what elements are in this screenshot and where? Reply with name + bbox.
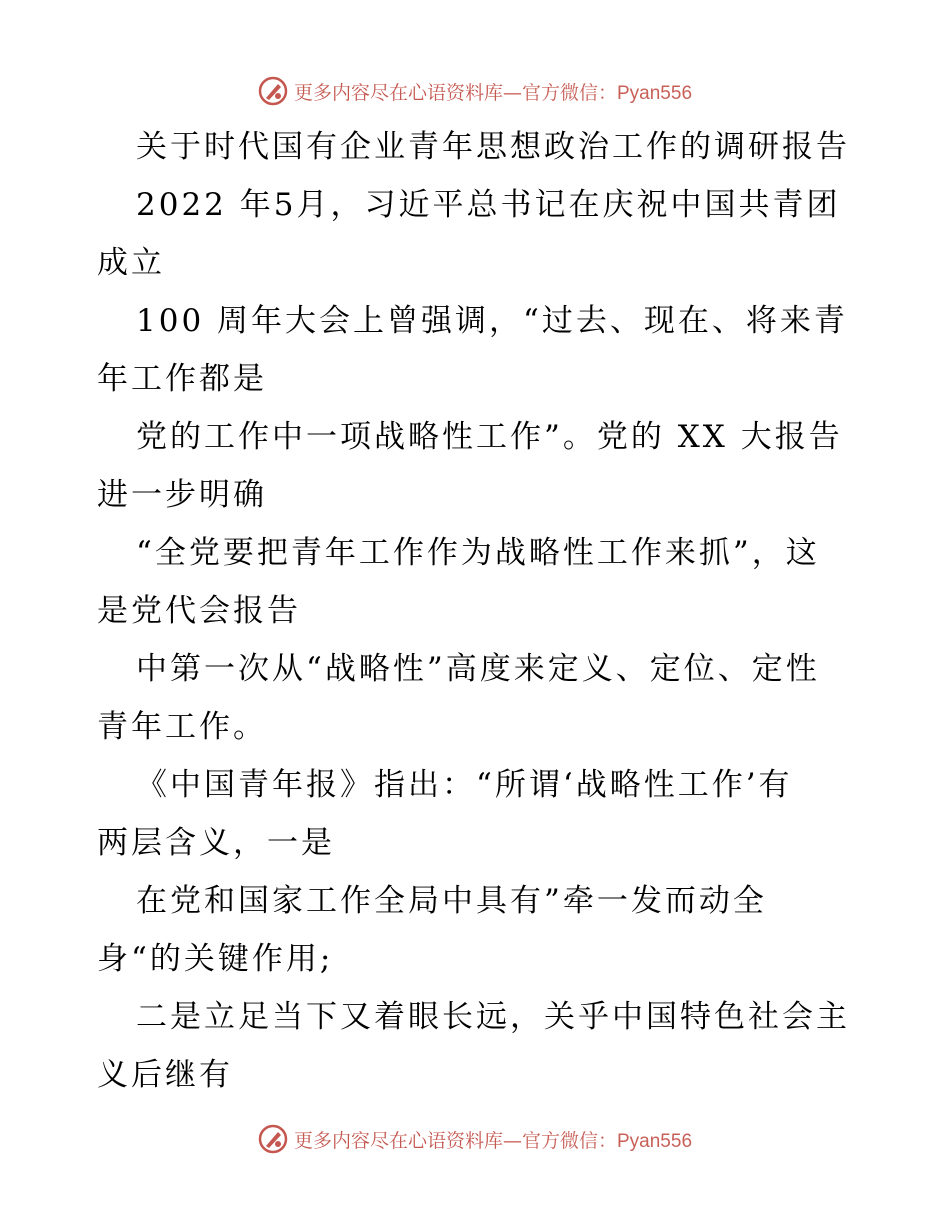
text-line: 党的工作中一项战略性工作”。党的 XX 大报告: [136, 419, 843, 455]
header-banner: [0, 73, 950, 109]
pen-logo-icon: [258, 76, 288, 106]
text-line: 100 周年大会上曾强调，“过去、现在、将来青: [136, 303, 848, 339]
text-line: 中第一次从“战略性”高度来定义、定位、定性: [136, 651, 820, 687]
text-line: 在党和国家工作全局中具有”牵一发而动全: [136, 883, 767, 919]
text-line: 《中国青年报》指出：“所谓‘战略性工作’有: [136, 767, 793, 803]
text-line: 身“的关键作用;: [97, 941, 334, 977]
text-line: 2022 年5月，习近平总书记在庆祝中国共青团: [136, 187, 841, 223]
header-banner-text: 更多内容尽在心语资料库—: [293, 81, 522, 104]
pen-logo-icon: [258, 1124, 288, 1154]
text-line: 进一步明确: [97, 477, 267, 513]
text-line: 关于时代国有企业青年思想政治工作的调研报告: [136, 129, 850, 165]
text-line: “全党要把青年工作作为战略性工作来抓”，这: [136, 535, 820, 571]
footer-banner-text: 更多内容尽在心语资料库—: [293, 1129, 522, 1152]
header-banner-wechat: 官方微信：Pyan556: [522, 82, 693, 104]
text-line: 是党代会报告: [97, 593, 301, 629]
footer-banner: [0, 1121, 950, 1157]
document-body: [97, 118, 857, 1104]
text-line: 青年工作。: [97, 709, 267, 745]
text-line: 两层含义，一是: [97, 825, 335, 861]
footer-banner-wechat: 官方微信：Pyan556: [522, 1130, 693, 1152]
text-line: 年工作都是: [97, 361, 267, 397]
text-line: 成立: [97, 245, 165, 281]
text-line: 义后继有: [97, 1057, 233, 1093]
text-line: 二是立足当下又着眼长远，关乎中国特色社会主: [136, 999, 850, 1035]
